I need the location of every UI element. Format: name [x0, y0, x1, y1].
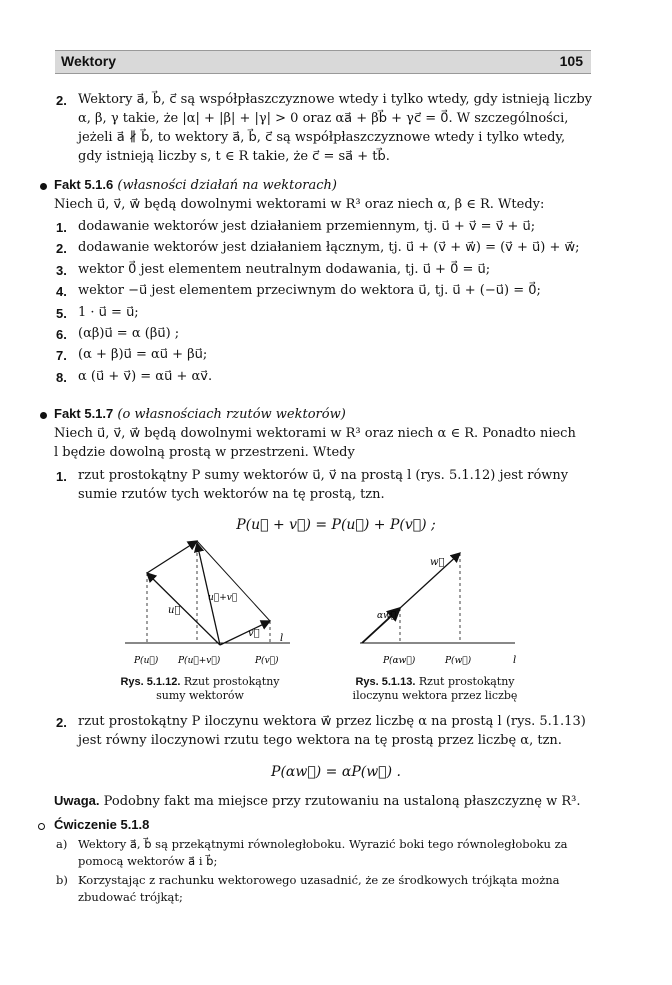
- caption-text: iloczynu wektora przez liczbę: [352, 689, 518, 702]
- remark-label: Uwaga.: [54, 793, 100, 808]
- fact-label: Fakt 5.1.6: [54, 177, 114, 192]
- label-w: w⃗: [430, 557, 445, 568]
- label-paw: P(αw⃗): [383, 656, 416, 666]
- item-number: 2.: [56, 715, 67, 730]
- label-u: u⃗: [168, 605, 181, 616]
- remark-text: Podobny fakt ma miejsce przy rzutowaniu na ustaloną płaszczyznę w R³.: [103, 794, 581, 809]
- exercise-heading: [54, 817, 149, 833]
- exercise-label: Ćwiczenie 5.1.8: [54, 817, 150, 832]
- caption-fig12: [100, 675, 300, 702]
- text-line: rzut prostokątny P sumy wektorów u⃗, v⃗ na prostą l (rys. 5.1.12) jest równy: [78, 468, 569, 483]
- list-item: 1 · u⃗ = u⃗;: [78, 304, 139, 320]
- item-number: 6.: [56, 327, 67, 342]
- text-line: jeżeli a⃗ ∦ b⃗, to wektory a⃗, b⃗, c⃗ są współpłaszczyznowe wtedy i tylko wtedy,: [78, 130, 566, 145]
- text-line: gdy istnieją liczby s, t ∈ R takie, że c⃗ = sa⃗ + tb⃗.: [78, 149, 390, 164]
- label-v: v⃗: [248, 628, 260, 639]
- fact-heading: [54, 406, 346, 422]
- label-u-plus-v: u⃗+v⃗: [208, 593, 238, 603]
- text-line: jest równy iloczynowi rzutu tego wektora na tę prostą przez liczbę α, tzn.: [78, 733, 562, 748]
- item-number: a): [56, 837, 68, 851]
- label-alpha-w: αw⃗: [377, 611, 397, 621]
- vector-v: [220, 621, 270, 645]
- label-pw: P(w⃗): [445, 656, 472, 666]
- list-item: (α + β)u⃗ = αu⃗ + βu⃗;: [78, 347, 208, 363]
- text-line: rzut prostokątny P iloczynu wektora w⃗ przez liczbę α na prostą l (rys. 5.1.13): [78, 714, 586, 729]
- chapter-title: Wektory: [61, 53, 116, 69]
- caption-text: Rzut prostokątny: [183, 675, 280, 688]
- parallelogram-side: [197, 541, 270, 621]
- item-number: 5.: [56, 305, 67, 321]
- item-number: 2.: [56, 93, 67, 108]
- fact-intro: Niech u⃗, v⃗, w⃗ będą dowolnymi wektorami w R³ oraz niech α ∈ R. Ponadto niech: [54, 426, 576, 441]
- vector-u: [147, 573, 220, 645]
- text-line: Korzystając z rachunku wektorowego uzasadnić, że ze środkowych trójkąta można: [78, 873, 560, 887]
- list-item: α (u⃗ + v⃗) = αu⃗ + αv⃗.: [78, 368, 213, 384]
- list-item: (αβ)u⃗ = α (βu⃗) ;: [78, 326, 180, 341]
- text-line: sumie rzutów tych wektorów na tę prostą, tzn.: [78, 487, 385, 502]
- label-pv: P(v⃗): [255, 656, 279, 666]
- caption-number: Rys. 5.1.13.: [355, 676, 416, 688]
- figure-5-1-12: [120, 538, 300, 673]
- text-line: zbudować trójkąt;: [78, 890, 183, 904]
- item-number: 1.: [56, 220, 67, 235]
- running-header: [55, 50, 591, 74]
- text-line: Wektory a⃗, b⃗, c⃗ są współpłaszczyznowe wtedy i tylko wtedy, gdy istnieją liczby: [78, 92, 593, 107]
- item-number: 2.: [56, 241, 67, 257]
- formula-projection-scalar: P(αw⃗) = αP(w⃗) .: [271, 764, 401, 780]
- fact-label: Fakt 5.1.7: [54, 406, 114, 421]
- fact-intro: Niech u⃗, v⃗, w⃗ będą dowolnymi wektorami w R³ oraz niech α, β ∈ R. Wtedy:: [54, 197, 545, 212]
- text-line: pomocą wektorów a⃗ i b⃗;: [78, 854, 218, 868]
- text-line: α, β, γ takie, że |α| + |β| + |γ| > 0 oraz αa⃗ + βb⃗ + γc⃗ = 0⃗. W szczególności,: [78, 111, 569, 126]
- fact-heading: [54, 177, 337, 193]
- figure-5-1-13: [355, 538, 530, 673]
- page-number: 105: [559, 53, 583, 69]
- text-line: Wektory a⃗, b⃗ są przekątnymi równoległoboku. Wyrazić boki tego równoległoboku za: [78, 837, 568, 851]
- vector-u-top: [147, 541, 197, 573]
- item-number: 1.: [56, 469, 67, 484]
- item-number: 8.: [56, 369, 67, 385]
- item-number: b): [56, 873, 68, 887]
- bullet-icon: [40, 183, 47, 190]
- item-number: 3.: [56, 262, 67, 278]
- caption-text: Rzut prostokątny: [418, 675, 515, 688]
- label-pu: P(u⃗): [134, 656, 159, 666]
- caption-text: sumy wektorów: [156, 689, 244, 702]
- fact-title: (własności działań na wektorach): [117, 178, 337, 193]
- bullet-icon: [40, 412, 47, 419]
- open-bullet-icon: [38, 823, 45, 830]
- label-pupv: P(u⃗+v⃗): [178, 656, 221, 666]
- fact-intro: l będzie dowolną prostą w przestrzeni. Wtedy: [54, 445, 355, 460]
- fact-title: (o własnościach rzutów wektorów): [117, 407, 346, 422]
- item-number: 7.: [56, 348, 67, 364]
- formula-projection-sum: P(u⃗ + v⃗) = P(u⃗) + P(v⃗) ;: [236, 517, 436, 533]
- remark: [54, 792, 581, 810]
- list-item: wektor −u⃗ jest elementem przeciwnym do wektora u⃗, tj. u⃗ + (−u⃗) = 0⃗;: [78, 283, 541, 299]
- list-item: dodawanie wektorów jest działaniem łącznym, tj. u⃗ + (v⃗ + w⃗) = (v⃗ + u⃗) + w⃗;: [78, 240, 580, 256]
- caption-number: Rys. 5.1.12.: [120, 676, 181, 688]
- list-item: dodawanie wektorów jest działaniem przemiennym, tj. u⃗ + v⃗ = v⃗ + u⃗;: [78, 219, 536, 234]
- item-number: 4.: [56, 284, 67, 300]
- label-l: l: [280, 633, 284, 644]
- label-l: l: [513, 655, 517, 666]
- list-item: wektor 0⃗ jest elementem neutralnym dodawania, tj. u⃗ + 0⃗ = u⃗;: [78, 261, 491, 277]
- caption-fig13: [320, 675, 550, 702]
